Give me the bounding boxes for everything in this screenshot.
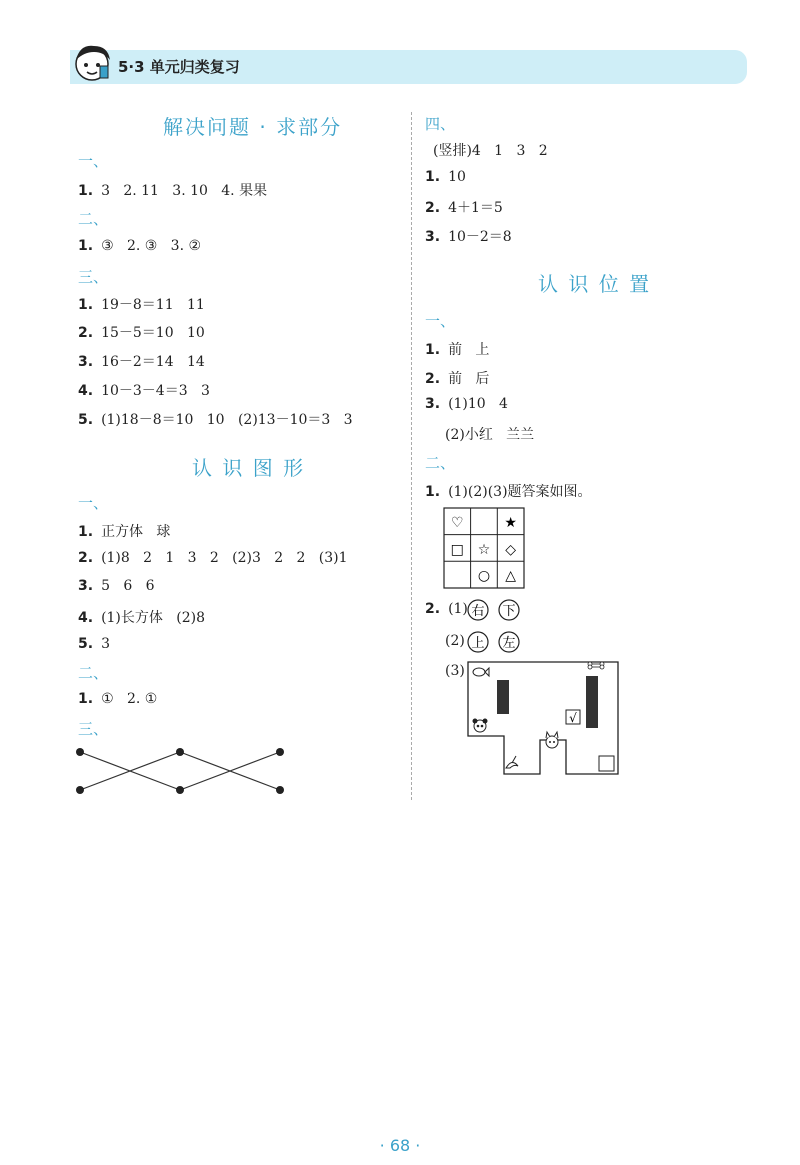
section-heading: 一、 bbox=[78, 494, 109, 512]
circled-answer: 左 bbox=[502, 636, 516, 651]
answer-line: 3. (1)10 4 bbox=[425, 396, 508, 412]
answer-line: 1. 10 bbox=[425, 169, 466, 185]
answer-line: (2) bbox=[445, 633, 465, 649]
answer-line: 1. 前 上 bbox=[425, 342, 490, 358]
answer-line: 5. 3 bbox=[78, 636, 110, 652]
section-heading: 三、 bbox=[78, 720, 109, 738]
section-heading: 三、 bbox=[78, 268, 109, 286]
answer-line: 1. ① 2. ① bbox=[78, 691, 158, 707]
answer-line: 2. 15－5＝10 10 bbox=[78, 325, 205, 341]
circled-answer: 下 bbox=[502, 604, 516, 619]
section-title-recognize-position: 认 识 位 置 bbox=[538, 272, 652, 296]
section-heading: 一、 bbox=[78, 152, 109, 170]
answer-line: 1. 3 2. 11 3. 10 4. 果果 bbox=[78, 183, 268, 199]
answer-line: 2. 4＋1＝5 bbox=[425, 200, 503, 216]
column-divider bbox=[411, 112, 412, 800]
answer-line: (竖排)4 1 3 2 bbox=[433, 143, 548, 159]
section-heading: 四、 bbox=[425, 115, 456, 133]
section-heading: 二、 bbox=[78, 210, 109, 228]
answer-line: 1. (1)(2)(3)题答案如图。 bbox=[425, 484, 592, 500]
answer-line: 2. 前 后 bbox=[425, 371, 490, 387]
mascot-icon bbox=[70, 40, 116, 86]
answer-line: 4. 10－3－4＝3 3 bbox=[78, 383, 210, 399]
grid-cell-symbol: ♡ bbox=[451, 515, 464, 531]
grid-cell-symbol: ★ bbox=[504, 515, 517, 531]
circled-answer: 上 bbox=[471, 636, 485, 651]
section-heading: 二、 bbox=[78, 664, 109, 682]
circled-answer: 右 bbox=[471, 604, 485, 619]
symbol-grid bbox=[443, 507, 525, 589]
grid-cell-symbol: △ bbox=[505, 568, 517, 584]
wall-block bbox=[586, 676, 598, 728]
answer-line: 4. (1)长方体 (2)8 bbox=[78, 610, 205, 626]
check-mark: √ bbox=[569, 711, 577, 725]
answer-line: 1. ③ 2. ③ 3. ② bbox=[78, 238, 202, 254]
grid-cell-symbol: ☆ bbox=[477, 542, 491, 558]
section-heading: 二、 bbox=[425, 454, 456, 472]
section-title-recognize-shapes: 认 识 图 形 bbox=[192, 456, 306, 480]
answer-line: 3. 10－2＝8 bbox=[425, 229, 512, 245]
answer-line: 1. 19－8＝11 11 bbox=[78, 297, 205, 313]
grid-cell-symbol: □ bbox=[450, 542, 464, 558]
header-title: 5·3 单元归类复习 bbox=[118, 58, 240, 76]
matching-lines-diagram bbox=[70, 740, 300, 800]
answer-line: 2. (1) bbox=[425, 601, 468, 617]
answer-line: (2)小红 兰兰 bbox=[445, 427, 535, 443]
answer-line: 5. (1)18－8＝10 10 (2)13－10＝3 3 bbox=[78, 412, 353, 428]
empty-square-icon bbox=[599, 756, 614, 771]
circled-answers-2 bbox=[467, 630, 527, 654]
answer-line: (3) bbox=[445, 663, 465, 679]
circled-answers-1 bbox=[467, 598, 527, 622]
grid-cell-symbol: ◇ bbox=[505, 542, 517, 558]
section-title-solve-problems: 解决问题 · 求部分 bbox=[163, 115, 343, 139]
position-map-diagram bbox=[466, 660, 626, 780]
wall-block bbox=[497, 680, 509, 714]
grid-cell-symbol: ○ bbox=[477, 568, 491, 584]
answer-line: 3. 5 6 6 bbox=[78, 578, 155, 594]
answer-line: 2. (1)8 2 1 3 2 (2)3 2 2 (3)1 bbox=[78, 550, 348, 566]
answer-line: 3. 16－2＝14 14 bbox=[78, 354, 205, 370]
section-heading: 一、 bbox=[425, 312, 456, 330]
answer-line: 1. 正方体 球 bbox=[78, 524, 171, 540]
page-number: · 68 · bbox=[379, 1136, 421, 1155]
